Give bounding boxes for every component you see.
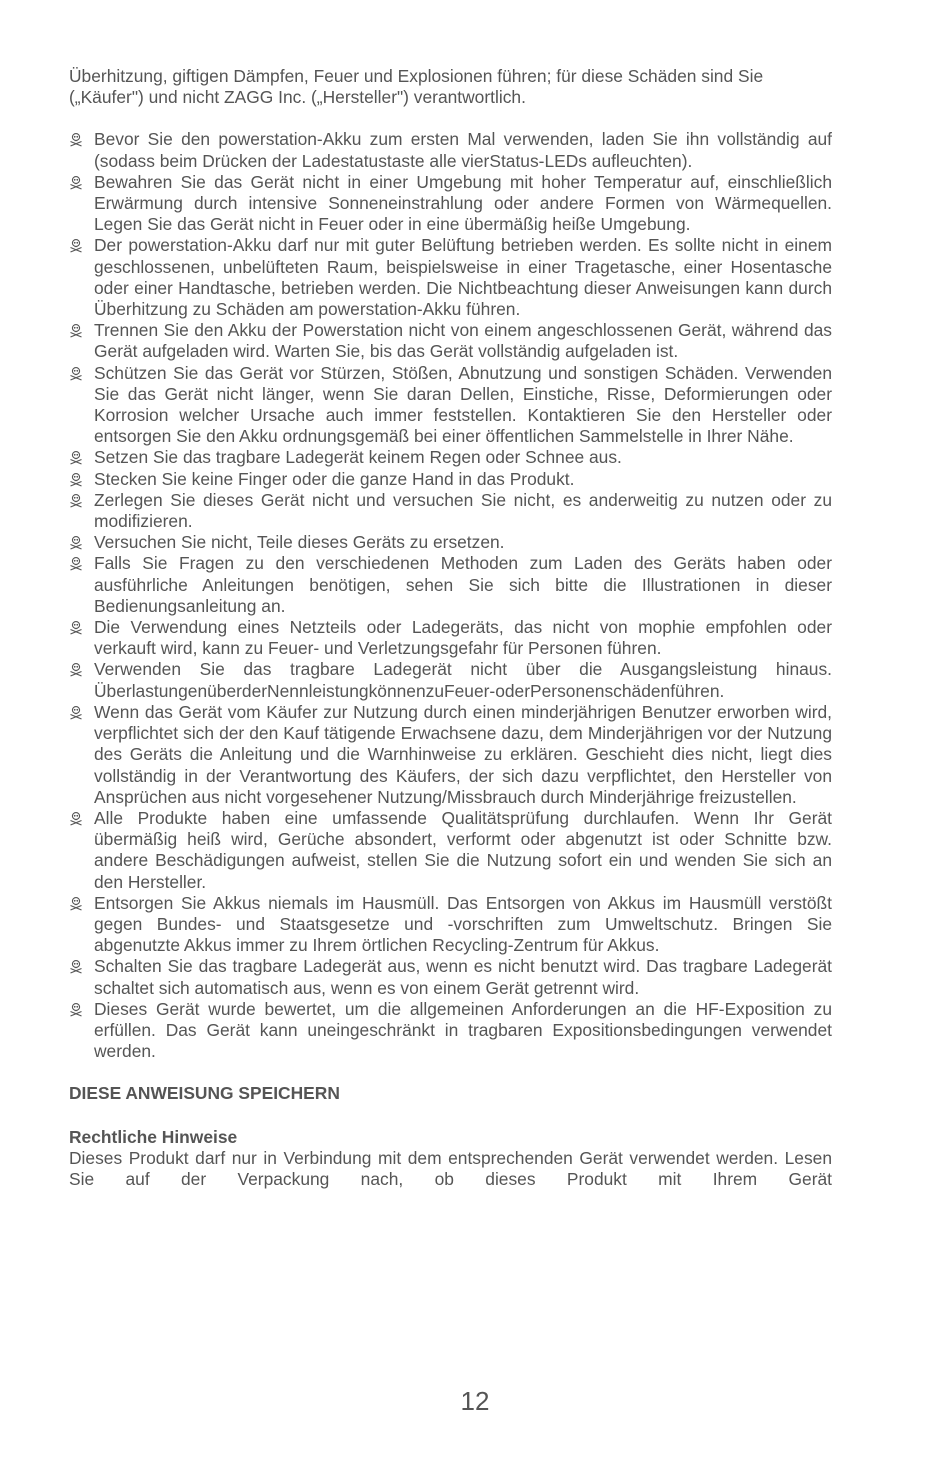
warning-item (69, 659, 832, 701)
warning-text: Der powerstation-Akku darf nur mit guter Belüftung betrieben werden. Es sollte nicht in einem geschlossenen, unbelüfteten Raum, beispielsweise in einer Tragetasche, einer Hosentasche oder einer Handtasche, betrieben werden. Die Nichtbeachtung dieser Anweisungen kann durch Überhitzung zu Schäden am powerstation-Akku führen. (94, 235, 832, 320)
skull-crossbones-icon (69, 662, 83, 677)
warning-list (69, 129, 832, 1062)
skull-crossbones-icon (69, 238, 83, 253)
warning-text: Stecken Sie keine Finger oder die ganze Hand in das Produkt. (94, 468, 575, 489)
skull-crossbones-icon (69, 705, 83, 720)
legal-heading: Rechtliche Hinweise (69, 1126, 238, 1147)
intro-paragraph: Überhitzung, giftigen Dämpfen, Feuer und Explosionen führen; für diese Schäden sind Sie („Käufer") und nicht ZAGG Inc. („Hersteller") verantwortlich. (69, 66, 764, 108)
warning-item (69, 956, 832, 998)
warning-text: Zerlegen Sie dieses Gerät nicht und versuchen Sie nicht, es anderweitig zu nutzen oder zu modifizieren. (94, 489, 832, 532)
save-instructions-heading: DIESE ANWEISUNG SPEICHERN (69, 1083, 340, 1104)
skull-crossbones-icon (69, 450, 83, 465)
warning-item (69, 532, 832, 553)
warning-text: Schalten Sie das tragbare Ladegerät aus, wenn es nicht benutzt wird. Das tragbare Ladegerät schaltet sich automatisch aus, wenn es von einem Gerät getrennt wird. (94, 956, 832, 998)
warning-item (69, 808, 832, 893)
warning-item (69, 617, 832, 659)
legal-paragraph: Dieses Produkt darf nur in Verbindung mit dem entsprechenden Gerät verwendet werden. Lesen Sie auf der Verpackung nach, ob dieses Produkt mit Ihrem Gerät (69, 1147, 832, 1189)
skull-crossbones-icon (69, 1002, 83, 1017)
skull-crossbones-icon (69, 620, 83, 635)
warning-item (69, 172, 832, 236)
warning-text: Die Verwendung eines Netzteils oder Ladegeräts, das nicht von mophie empfohlen oder verkauft wird, kann zu Feuer- und Verletzungsgefahr für Personen führen. (94, 617, 832, 659)
skull-crossbones-icon (69, 175, 83, 190)
warning-item (69, 447, 832, 468)
warning-text: Wenn das Gerät vom Käufer zur Nutzung durch einen minderjährigen Benutzer erworben wird, verpflichtet sich der den Kauf tätigende Erwachsene dazu, dem Minderjährigen vor der Nutzung des Geräts die Anleitung und die Warnhinweise zu erklären. Geschieht dies nicht, liegt dies vollständig in der Verantwortung des Käufers, der sich dazu verpflichtet, den Hersteller von Ansprüchen aus nicht vorgesehener Nutzung/Missbrauch durch Minderjährige freizustellen. (94, 701, 832, 807)
warning-item (69, 129, 832, 171)
warning-text: Entsorgen Sie Akkus niemals im Hausmüll. Das Entsorgen von Akkus im Hausmüll verstößt gegen Bundes- und Staatsgesetze und -vorschriften zum Umweltschutz. Bringen Sie abgenutzte Akkus immer zu Ihrem örtlichen Recycling-Zentrum für Akkus. (94, 892, 832, 956)
warning-item (69, 702, 832, 808)
skull-crossbones-icon (69, 535, 83, 550)
warning-item (69, 553, 832, 617)
warning-item (69, 490, 832, 532)
skull-crossbones-icon (69, 811, 83, 826)
skull-crossbones-icon (69, 896, 83, 911)
warning-item (69, 363, 832, 448)
warning-item (69, 320, 832, 362)
warning-item (69, 469, 832, 490)
skull-crossbones-icon (69, 323, 83, 338)
warning-text: Schützen Sie das Gerät vor Stürzen, Stößen, Abnutzung und sonstigen Schäden. Verwenden Sie das Gerät nicht länger, wenn Sie daran Dellen, Einstiche, Risse, Deformierungen oder Korrosion welcher Ursache auch immer feststellen. Kontaktieren Sie den Hersteller oder entsorgen Sie den Akku ordnungsgemäß bei einer öffentlichen Sammelstelle in Ihrer Nähe. (94, 362, 832, 447)
warning-item (69, 999, 832, 1063)
skull-crossbones-icon (69, 556, 83, 571)
warning-text: Versuchen Sie nicht, Teile dieses Geräts zu ersetzen. (94, 532, 505, 553)
warning-text: Setzen Sie das tragbare Ladegerät keinem Regen oder Schnee aus. (94, 447, 622, 468)
warning-item (69, 235, 832, 320)
warning-text: Bewahren Sie das Gerät nicht in einer Umgebung mit hoher Temperatur auf, einschließlich Erwärmung durch intensive Sonneneinstrahlung oder andere Formen von Wärmequellen. Legen Sie das Gerät nicht in Feuer oder in eine übermäßig heiße Umgebung. (94, 171, 832, 235)
warning-text: Dieses Gerät wurde bewertet, um die allgemeinen Anforderungen an die HF-Exposition zu erfüllen. Das Gerät kann uneingeschränkt in tragbaren Expositionsbedingungen verwendet werden. (94, 998, 832, 1062)
warning-text: Trennen Sie den Akku der Powerstation nicht von einem angeschlossenen Gerät, während das Gerät aufgeladen wird. Warten Sie, bis das Gerät vollständig aufgeladen ist. (94, 320, 832, 362)
warning-text: Verwenden Sie das tragbare Ladegerät nicht über die Ausgangsleistung hinaus. ÜberlastungenüberderNennleistungkönnenzuFeuer-oderPersonenschädenführen. (94, 659, 832, 701)
skull-crossbones-icon (69, 366, 83, 381)
skull-crossbones-icon (69, 959, 83, 974)
skull-crossbones-icon (69, 493, 83, 508)
warning-text: Alle Produkte haben eine umfassende Qualitätsprüfung durchlaufen. Wenn Ihr Gerät übermäßig heiß wird, Gerüche absondert, verformt oder abgenutzt ist oder Schnitte bzw. andere Beschädigungen aufweist, stellen Sie die Nutzung sofort ein und wenden Sie sich an den Hersteller. (94, 807, 832, 892)
page-number: 12 (460, 1386, 490, 1416)
warning-text: Falls Sie Fragen zu den verschiedenen Methoden zum Laden des Geräts haben oder ausführliche Anleitungen benötigen, sehen Sie sich bitte die Illustrationen in dieser Bedienungsanleitung an. (94, 553, 832, 616)
skull-crossbones-icon (69, 132, 83, 147)
warning-item (69, 893, 832, 957)
document-body (69, 66, 832, 1190)
skull-crossbones-icon (69, 472, 83, 487)
warning-text: Bevor Sie den powerstation-Akku zum ersten Mal verwenden, laden Sie ihn vollständig auf (sodass beim Drücken der Ladestatustaste alle vierStatus-LEDs aufleuchten). (94, 129, 832, 171)
